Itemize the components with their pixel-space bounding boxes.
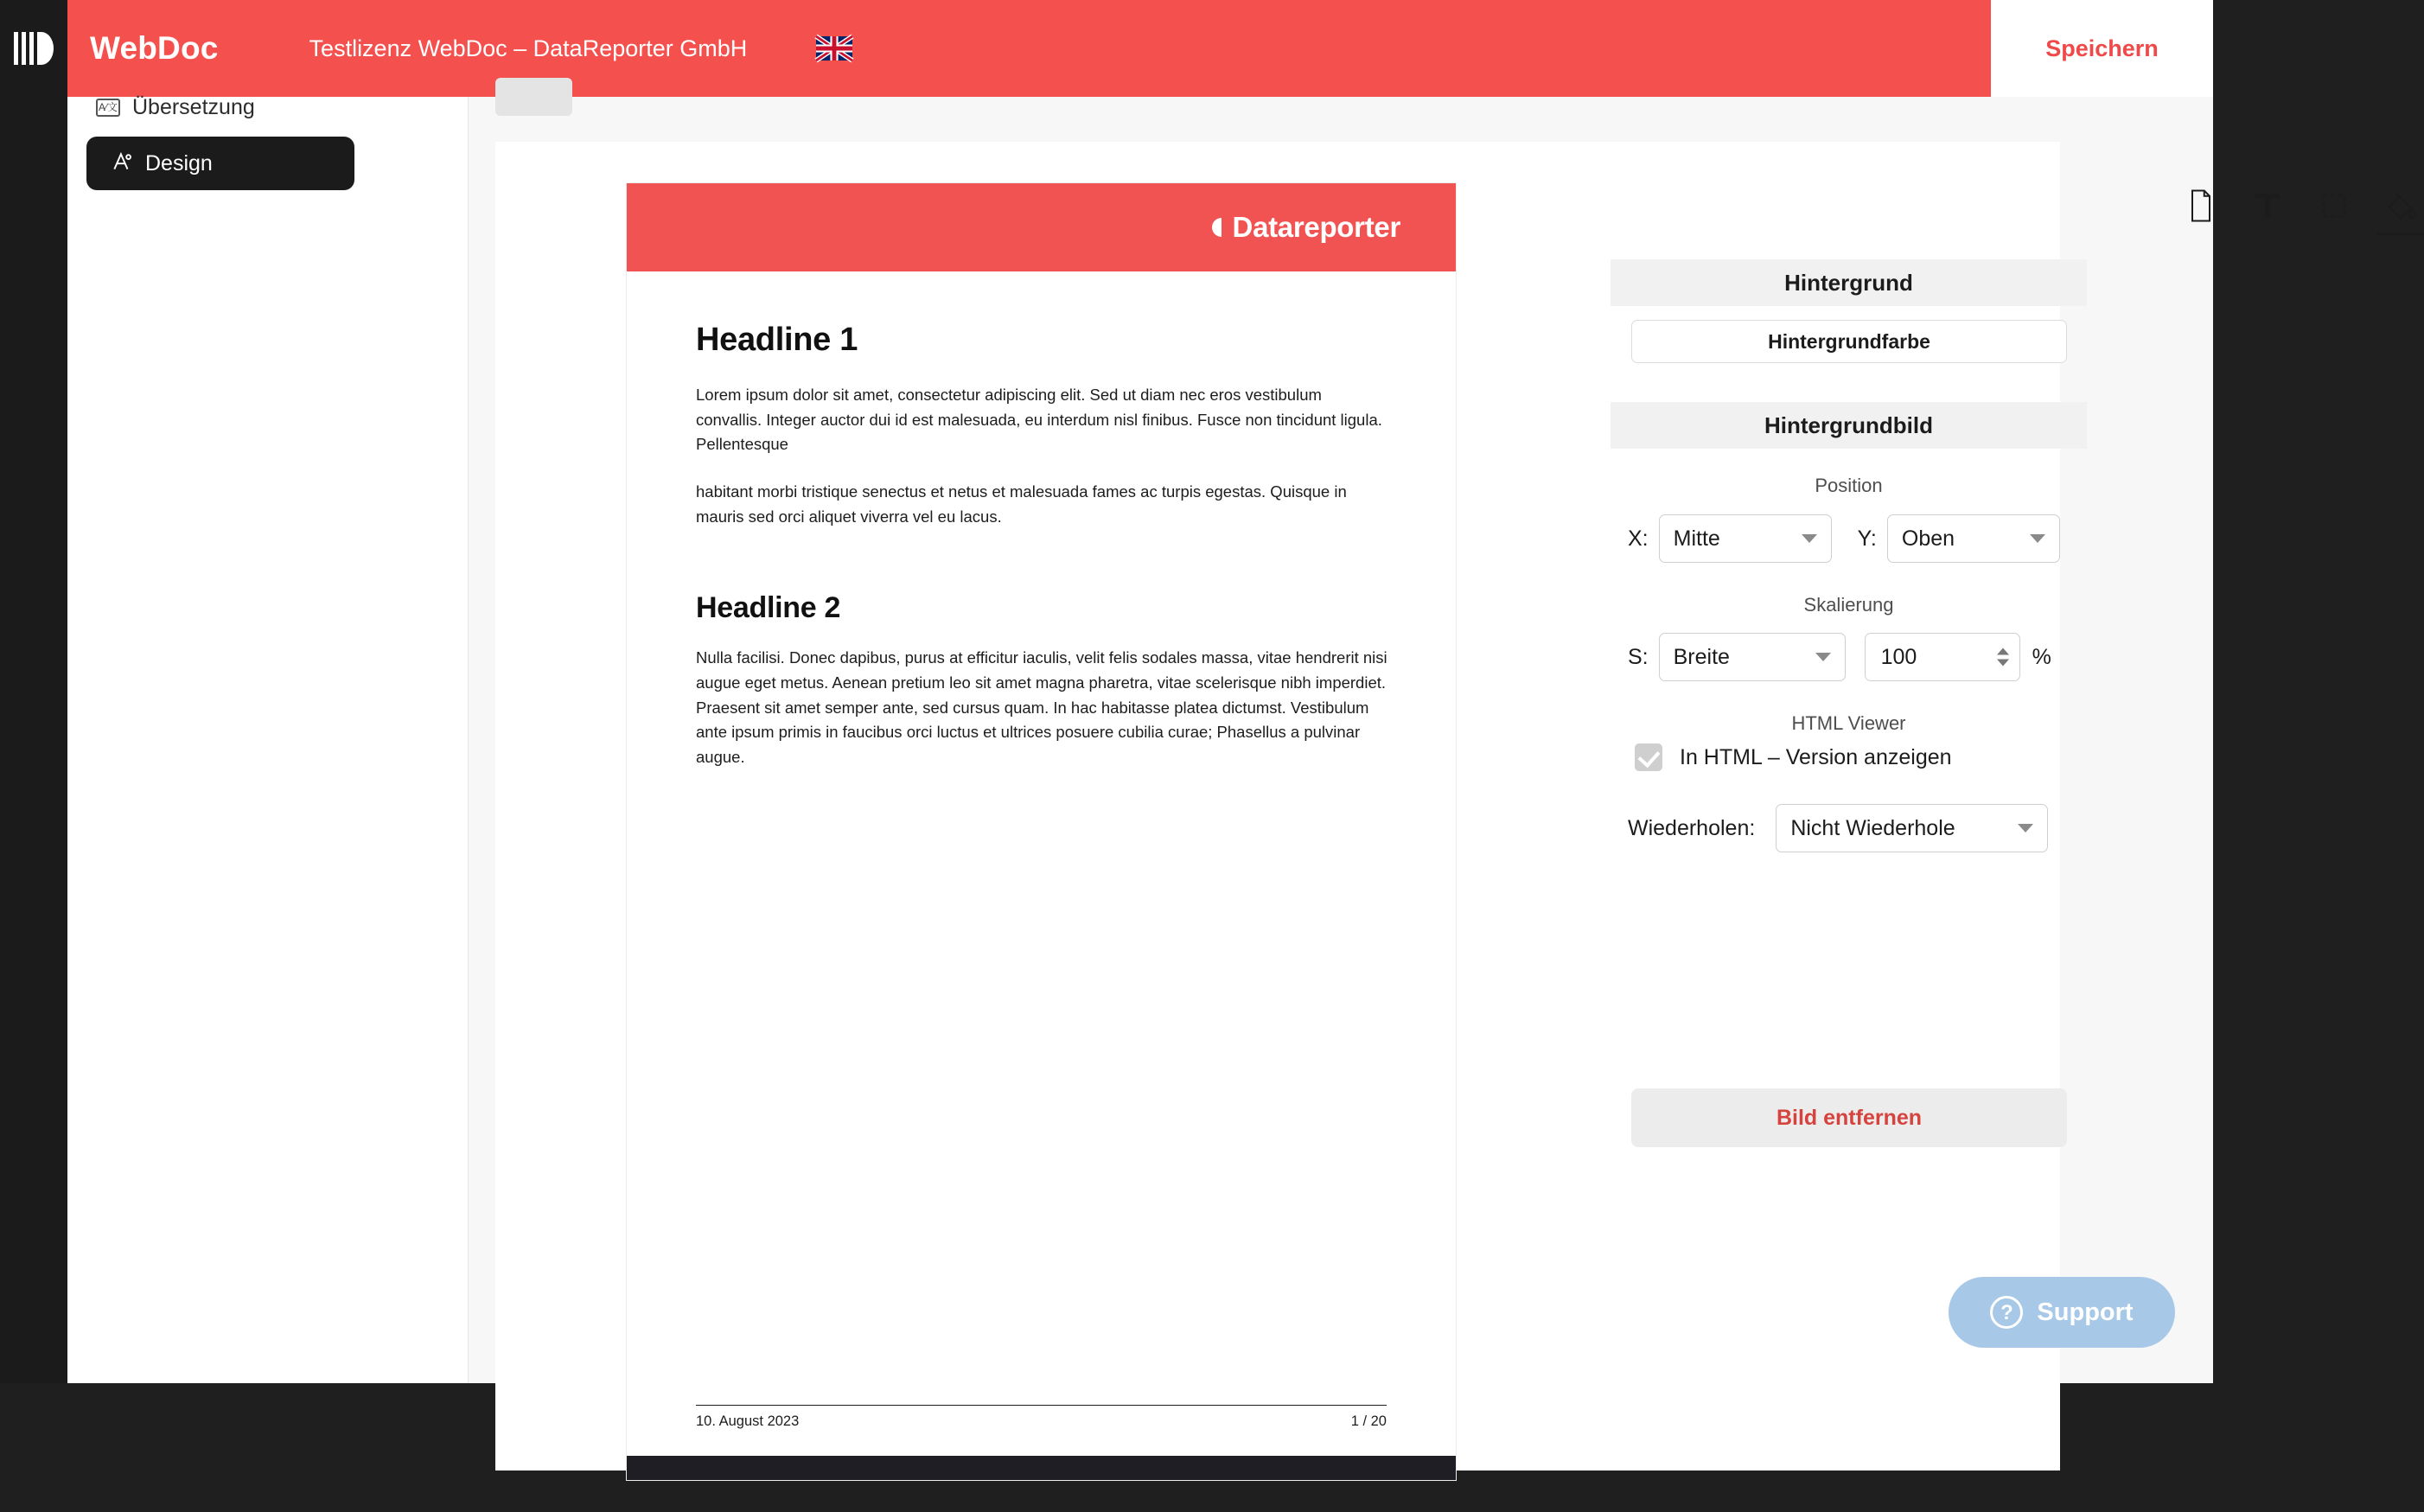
scaling-mode-select[interactable]: [1659, 633, 1846, 681]
repeat-select[interactable]: [1776, 804, 2048, 852]
document-paragraph-2: habitant morbi tristique senectus et netus et malesuada fames ac turpis egestas. Quisque in mauris sed orci aliquet viverra vel eu lacus.: [696, 482, 1347, 526]
text-icon[interactable]: [2248, 183, 2287, 228]
scaling-label: Skalierung: [1803, 594, 1894, 616]
repeat-value: Nicht Wiederhole: [1790, 815, 1955, 840]
document-headline-1: Headline 1: [696, 322, 858, 358]
left-dark-strip: [0, 0, 67, 1383]
document-header-band: [627, 183, 1456, 271]
percent-symbol: %: [2032, 644, 2051, 669]
chevron-down-icon: [1815, 653, 1831, 661]
document-panel: [495, 142, 2060, 1471]
scaling-mode-value: Breite: [1673, 644, 1730, 669]
document-logo-text: Datareporter: [1232, 211, 1400, 243]
position-x-value: Mitte: [1673, 526, 1720, 551]
html-version-row: [1635, 743, 1952, 771]
datareporter-mark-icon: [1212, 218, 1231, 237]
position-y-select[interactable]: [1887, 514, 2060, 563]
document-footer: [696, 1405, 1387, 1430]
html-viewer-label: HTML Viewer: [1791, 712, 1906, 734]
stepper-arrows-icon[interactable]: [1997, 648, 2009, 667]
x-label: X:: [1628, 526, 1649, 551]
tab-stub[interactable]: [495, 78, 572, 116]
support-label: Support: [2037, 1298, 2134, 1326]
position-label: Position: [1815, 475, 1883, 496]
page-icon[interactable]: [2181, 183, 2221, 228]
repeat-label: Wiederholen:: [1628, 815, 1756, 840]
document-headline-2: Headline 2: [696, 591, 841, 625]
sidebar: [67, 94, 469, 1383]
app-logo[interactable]: [0, 0, 67, 97]
uk-flag-svg: [816, 36, 852, 61]
fill-bucket-icon[interactable]: [2381, 183, 2421, 228]
chevron-down-icon: [2030, 534, 2045, 543]
uk-flag-icon[interactable]: [816, 36, 852, 61]
html-version-label: In HTML – Version anzeigen: [1680, 744, 1952, 769]
webdoc-logo-icon: [10, 25, 57, 72]
remove-image-button[interactable]: Bild entfernen: [1631, 1088, 2067, 1147]
scale-percent-input[interactable]: [1879, 644, 1983, 671]
document-body: [696, 322, 1387, 793]
y-label: Y:: [1857, 526, 1877, 551]
s-label: S:: [1628, 644, 1649, 669]
design-pen-icon: [111, 150, 133, 177]
translate-icon: A⁄文: [96, 99, 120, 117]
frame-icon[interactable]: [2314, 183, 2354, 228]
document-footer-band: [627, 1456, 1456, 1480]
sidebar-item-uebersetzung[interactable]: [67, 86, 255, 128]
sidebar-item-design[interactable]: [86, 137, 354, 190]
scale-percent-stepper[interactable]: [1865, 633, 2020, 681]
scaling-row: [1628, 633, 2051, 681]
html-version-checkbox[interactable]: [1635, 743, 1662, 771]
top-bar-right: [1991, 0, 2213, 97]
support-button[interactable]: [1949, 1277, 2175, 1348]
position-x-select[interactable]: [1659, 514, 1832, 563]
repeat-row: [1628, 804, 2048, 852]
chevron-down-icon: [2018, 824, 2033, 833]
document-page[interactable]: [627, 183, 1456, 1480]
top-bar: [0, 0, 1991, 97]
brand-title: WebDoc: [90, 30, 219, 66]
license-text: Testlizenz WebDoc – DataReporter GmbH: [309, 35, 748, 61]
inspector-toolbar: [2181, 183, 2421, 228]
save-button[interactable]: Speichern: [2040, 35, 2164, 63]
chevron-down-icon: [1802, 534, 1817, 543]
background-color-button[interactable]: Hintergrundfarbe: [1631, 320, 2067, 363]
canvas-area: [469, 97, 2213, 1429]
document-footer-date: 10. August 2023: [696, 1413, 800, 1429]
document-footer-page: 1 / 20: [1350, 1413, 1387, 1429]
document-paragraph-1: Lorem ipsum dolor sit amet, consectetur adipiscing elit. Sed ut diam nec eros vestibulum convallis. Integer auctor dui id est malesuada, eu interdum nisl finibus. Fusce non tincidunt ligula. Pellentesque: [696, 386, 1382, 454]
position-y-value: Oben: [1901, 526, 1955, 551]
section-header-hintergrund: Hintergrund: [1611, 259, 2087, 306]
document-logo: [1212, 211, 1400, 244]
sidebar-item-label-design: Design: [145, 150, 213, 175]
question-circle-icon: ?: [1990, 1296, 2023, 1329]
document-paragraph-3: Nulla facilisi. Donec dapibus, purus at efficitur iaculis, velit felis sodales massa, vitae hendrerit nisi augue eget metus. Aenean pretium leo sit amet magna pharetra, vitae scelerisque nibh imperdiet. Praesent sit amet semper ante, sed cursus quam. In hac habitasse platea dictumst. Vestibulum ante ipsum primis in faucibus orci luctus et ultrices posuere cubilia curae; Phasellus a pulvinar augue.: [696, 648, 1387, 767]
position-row: [1628, 514, 2060, 563]
section-header-hintergrundbild: Hintergrundbild: [1611, 402, 2087, 449]
sidebar-item-label-uebersetzung: Übersetzung: [132, 94, 255, 119]
